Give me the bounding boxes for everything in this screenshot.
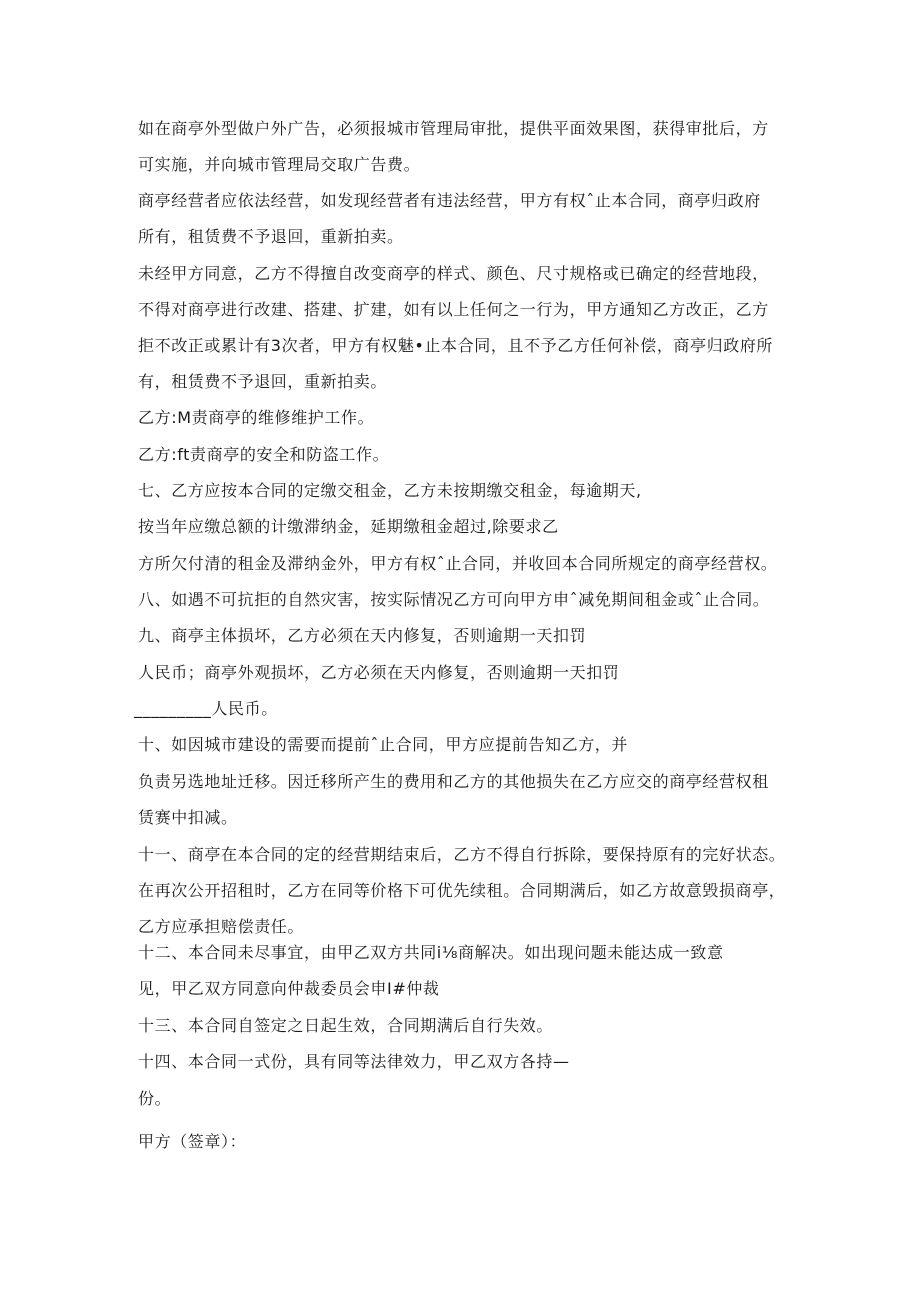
text-line: 十四、本合同一式份，具有同等法律效力，甲乙双方各持— (138, 1052, 570, 1071)
text-line: _________人民币。 (134, 699, 278, 718)
text-line: 方所欠付清的租金及滞纳金外，甲方有权ˆ止合同，并收回本合同所规定的商亭经营权。 (138, 554, 778, 573)
text-line: 不得对商亭进行改建、搭建、扩建，如有以上任何之一行为，甲方通知乙方改正，乙方 (138, 300, 769, 319)
text-line: 所有，租赁费不予退回，重新拍卖。 (138, 227, 404, 246)
text-line: 未经甲方同意，乙方不得擅自改变商亭的样式、颜色、尺寸规格或已确定的经营地段， (138, 264, 769, 283)
text-line: 份。 (138, 1089, 172, 1108)
text-line: 赁赛中扣减。 (138, 808, 238, 827)
text-line: 十二、本合同未尽事宜，由甲乙双方共同i⅛商解决。如出现问题未能达成一致意 (138, 943, 724, 962)
text-line: 有，租赁费不予退回，重新拍卖。 (138, 372, 388, 391)
text-line: 九、商亭主体损坏，乙方必须在天内修复，否则逾期一天扣罚 (138, 626, 587, 645)
signature-label-party-a: 甲方（签章）： (138, 1132, 247, 1151)
text-line: 如在商亭外型做户外广告，必须报城市管理局审批，提供平面效果图，获得审批后，方 (138, 119, 769, 138)
text-line: 乙方:M责商亭的维修维护工作。 (138, 408, 375, 427)
text-line: 十、如因城市建设的需要而提前ˆ止合同，甲方应提前告知乙方，并 (138, 735, 629, 754)
text-line: 七、乙方应按本合同的定缴交租金，乙方未按期缴交租金，每逾期天, (138, 481, 642, 500)
text-line: 在再次公开招租时，乙方在同等价格下可优先续租。合同期满后，如乙方故意毁损商亭， (138, 881, 786, 900)
text-line: 可实施，并向城市管理局交取广告费。 (138, 155, 421, 174)
text-line: 见，甲乙双方同意向仲裁委员会申I#仲裁 (138, 979, 440, 998)
text-line: 乙方:ft责商亭的安全和防盗工作。 (138, 445, 390, 464)
text-line: 商亭经营者应依法经营，如发现经营者有违法经营，甲方有权ˆ止本合同，商亭归政府 (138, 191, 761, 210)
text-line: 十一、商亭在本合同的定的经营期结束后，乙方不得自行拆除，要保持原有的完好状态。 (138, 845, 786, 864)
text-line: 按当年应缴总额的计缴滞纳金，延期缴租金超过,除要求乙 (138, 517, 559, 536)
text-line: 乙方应承担赔偿责任。 (138, 917, 305, 936)
text-line: 人民币；商亭外观损坏，乙方必须在天内修复，否则逾期一天扣罚 (138, 663, 620, 682)
text-line: 负责另选地址迁移。因迁移所产生的费用和乙方的其他损失在乙方应交的商亭经营权租 (138, 772, 769, 791)
text-line: 十三、本合同自签定之日起生效，合同期满后自行失效。 (138, 1016, 554, 1035)
text-line: 拒不改正或累计有3次者，甲方有权魅•止本合同，且不予乙方任何补偿，商亭归政府所 (138, 336, 774, 355)
text-line: 八、如遇不可抗拒的自然灾害，按实际情况乙方可向甲方申ˆ减免期间租金或ˆ止合同。 (138, 590, 770, 609)
